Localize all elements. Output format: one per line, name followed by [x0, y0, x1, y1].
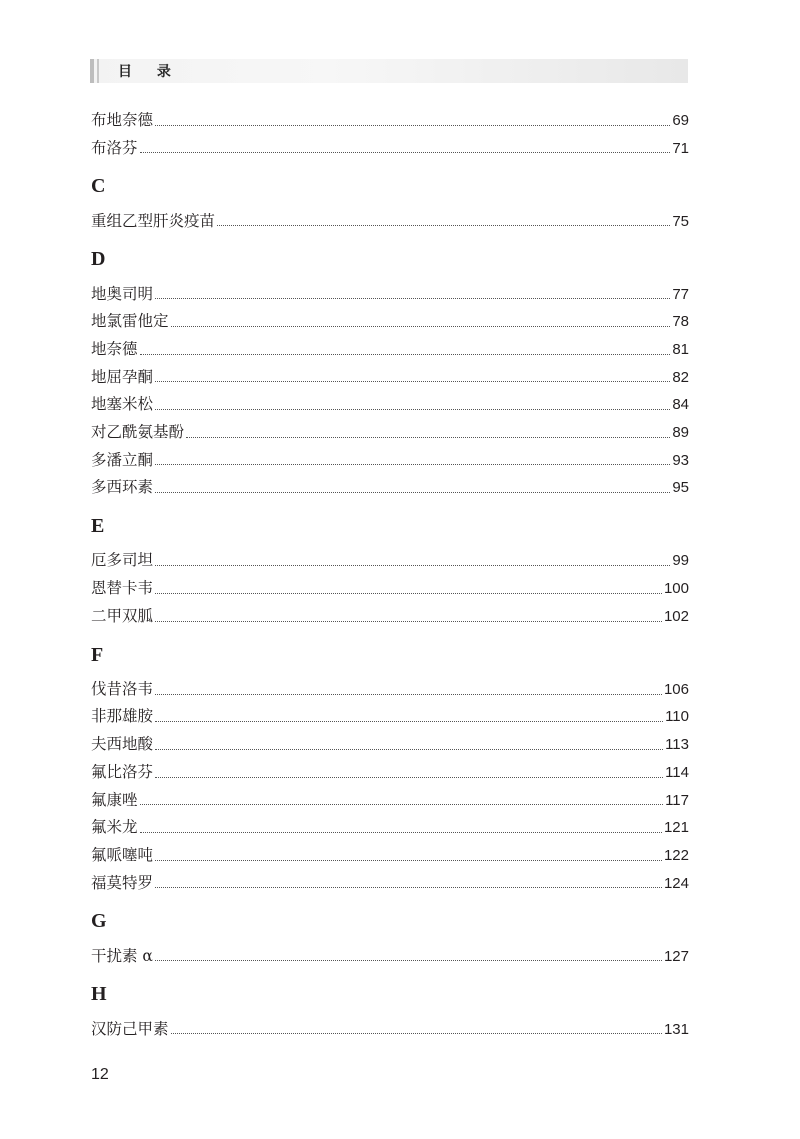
entry-page-number: 77	[672, 285, 689, 303]
toc-entry[interactable]	[91, 870, 689, 898]
dot-leader	[186, 437, 670, 438]
entry-title: 氟比洛芬	[91, 762, 154, 781]
dot-leader	[155, 749, 663, 750]
toc-entry[interactable]	[91, 391, 689, 419]
entry-page-number: 81	[672, 341, 689, 359]
entry-title: 氟米龙	[91, 818, 138, 837]
toc-entry[interactable]	[91, 474, 689, 502]
entry-page-number: 117	[665, 791, 689, 809]
entry-title: 夫西地酸	[91, 735, 154, 754]
entry-title: 氟哌噻吨	[91, 845, 154, 864]
dot-leader	[155, 860, 662, 861]
dot-leader	[155, 621, 662, 622]
entry-title: 地奥司明	[91, 284, 154, 303]
entry-page-number: 71	[672, 139, 689, 157]
entry-title: 伐昔洛韦	[91, 679, 154, 698]
section-heading: H	[91, 983, 107, 1006]
entry-page-number: 113	[665, 736, 689, 754]
toc-entry[interactable]	[91, 676, 689, 704]
dot-leader	[155, 694, 662, 695]
toc-entry[interactable]	[91, 842, 689, 870]
toc-entry[interactable]	[91, 1016, 689, 1044]
toc-entry[interactable]	[91, 135, 689, 163]
entry-title: 重组乙型肝炎疫苗	[91, 211, 216, 230]
header-decor-line	[97, 59, 99, 83]
entry-page-number: 121	[663, 819, 689, 837]
entry-page-number: 110	[665, 708, 689, 726]
entry-title: 二甲双胍	[91, 606, 154, 625]
entry-page-number: 102	[663, 607, 689, 625]
entry-title: 干扰素 α	[91, 946, 153, 965]
dot-leader	[155, 887, 662, 888]
dot-leader	[217, 225, 670, 226]
dot-leader	[155, 721, 663, 722]
toc-entry[interactable]	[91, 731, 689, 759]
toc-entry[interactable]	[91, 787, 689, 815]
entry-page-number: 75	[672, 212, 689, 230]
entry-title: 厄多司坦	[91, 551, 154, 570]
toc-entry[interactable]	[91, 336, 689, 364]
toc-entry[interactable]	[91, 704, 689, 732]
entry-page-number: 114	[665, 763, 689, 781]
header-decor-bar	[90, 59, 94, 83]
table-of-contents	[91, 107, 689, 1043]
toc-entry[interactable]	[91, 364, 689, 392]
section-heading: D	[91, 248, 106, 271]
entry-title: 多潘立酮	[91, 450, 154, 469]
section-heading: G	[91, 910, 107, 933]
entry-page-number: 131	[663, 1020, 689, 1038]
entry-page-number: 127	[663, 947, 689, 965]
dot-leader	[155, 565, 670, 566]
dot-leader	[171, 1033, 662, 1034]
dot-leader	[140, 832, 662, 833]
dot-leader	[140, 152, 671, 153]
entry-title: 地奈德	[91, 340, 138, 359]
toc-header-bar	[90, 59, 688, 83]
dot-leader	[140, 804, 664, 805]
toc-entry[interactable]	[91, 759, 689, 787]
entry-title: 地氯雷他定	[91, 312, 169, 331]
section-heading: C	[91, 175, 106, 198]
entry-title: 地塞米松	[91, 395, 154, 414]
dot-leader	[140, 354, 671, 355]
entry-page-number: 99	[672, 552, 689, 570]
entry-title: 非那雄胺	[91, 707, 154, 726]
section-heading: E	[91, 515, 105, 538]
entry-title: 对乙酰氨基酚	[91, 423, 185, 442]
toc-entry[interactable]	[91, 308, 689, 336]
dot-leader	[155, 593, 662, 594]
dot-leader	[155, 298, 670, 299]
entry-page-number: 82	[672, 368, 689, 386]
entry-page-number: 89	[672, 424, 689, 442]
toc-entry[interactable]	[91, 107, 689, 135]
dot-leader	[171, 326, 671, 327]
entry-title: 恩替卡韦	[91, 579, 154, 598]
entry-page-number: 69	[672, 111, 689, 129]
toc-entry[interactable]	[91, 575, 689, 603]
entry-title: 氟康唑	[91, 790, 138, 809]
entry-page-number: 78	[672, 313, 689, 331]
dot-leader	[155, 960, 662, 961]
toc-entry[interactable]	[91, 943, 689, 971]
toc-entry[interactable]	[91, 208, 689, 236]
dot-leader	[155, 777, 663, 778]
dot-leader	[155, 492, 670, 493]
page-number: 12	[91, 1066, 109, 1083]
entry-page-number: 106	[663, 680, 689, 698]
section-heading: F	[91, 643, 104, 666]
entry-title: 布洛芬	[91, 138, 138, 157]
entry-page-number: 124	[663, 874, 689, 892]
entry-title: 布地奈德	[91, 110, 154, 129]
page-title: 目 录	[118, 64, 181, 80]
dot-leader	[155, 125, 670, 126]
toc-entry[interactable]	[91, 281, 689, 309]
entry-title: 福莫特罗	[91, 873, 154, 892]
entry-page-number: 122	[663, 846, 689, 864]
entry-page-number: 93	[672, 451, 689, 469]
entry-title: 汉防己甲素	[91, 1019, 169, 1038]
entry-page-number: 100	[663, 580, 689, 598]
entry-title: 多西环素	[91, 478, 154, 497]
entry-title: 地屈孕酮	[91, 367, 154, 386]
toc-entry[interactable]	[91, 814, 689, 842]
dot-leader	[155, 381, 670, 382]
dot-leader	[155, 464, 670, 465]
toc-entry[interactable]	[91, 419, 689, 447]
toc-entry[interactable]	[91, 447, 689, 475]
toc-entry[interactable]	[91, 603, 689, 631]
entry-page-number: 95	[672, 479, 689, 497]
toc-entry[interactable]	[91, 547, 689, 575]
entry-page-number: 84	[672, 396, 689, 414]
dot-leader	[155, 409, 670, 410]
